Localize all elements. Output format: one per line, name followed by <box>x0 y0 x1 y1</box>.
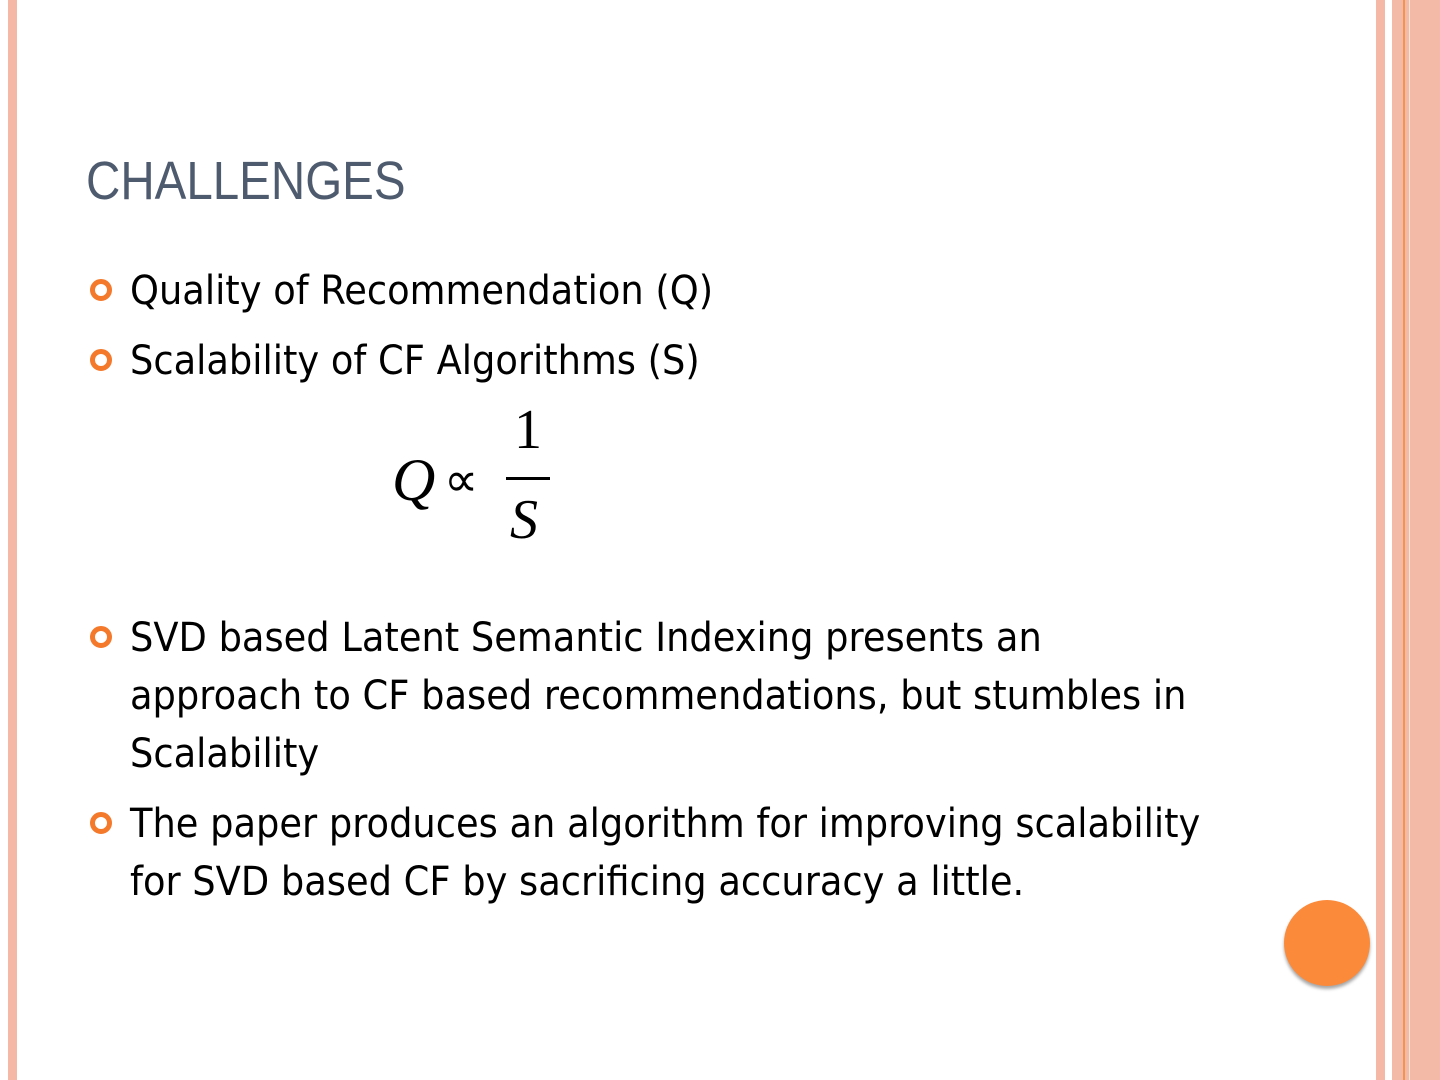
bullet-text: Scalability of CF Algorithms (S) <box>130 338 700 384</box>
right-border-line <box>1403 0 1405 1080</box>
left-border-stripe <box>8 0 17 1080</box>
bullet-list-bottom <box>90 609 1210 923</box>
bullet-item <box>90 332 1210 390</box>
formula-numerator: 1 <box>514 399 542 461</box>
bullet-text: SVD based Latent Semantic Indexing presents an approach to CF based recommendations, but stumbles in Scalability <box>130 615 1187 777</box>
hollow-circle-bullet-icon <box>90 626 112 648</box>
formula-denominator: S <box>510 489 538 551</box>
right-border-band <box>1392 0 1440 1080</box>
slide-title: CHALLENGES <box>86 151 406 211</box>
orange-circle-decoration <box>1284 900 1370 986</box>
right-border-line-light <box>1409 0 1410 1080</box>
formula-lhs: Q <box>392 447 436 513</box>
proportionality-formula <box>390 399 590 558</box>
hollow-circle-bullet-icon <box>90 812 112 834</box>
right-border-stripe <box>1376 0 1385 1080</box>
bullet-text: The paper produces an algorithm for improving scalability for SVD based CF by sacrificing accuracy a little. <box>130 801 1201 905</box>
bullet-item <box>90 609 1210 783</box>
bullet-item <box>90 795 1210 911</box>
bullet-text: Quality of Recommendation (Q) <box>130 268 714 314</box>
bullet-list-top <box>90 262 1210 402</box>
fraction-bar <box>506 477 550 480</box>
formula-relation: ∝ <box>444 454 479 507</box>
hollow-circle-bullet-icon <box>90 279 112 301</box>
hollow-circle-bullet-icon <box>90 349 112 371</box>
bullet-item <box>90 262 1210 320</box>
